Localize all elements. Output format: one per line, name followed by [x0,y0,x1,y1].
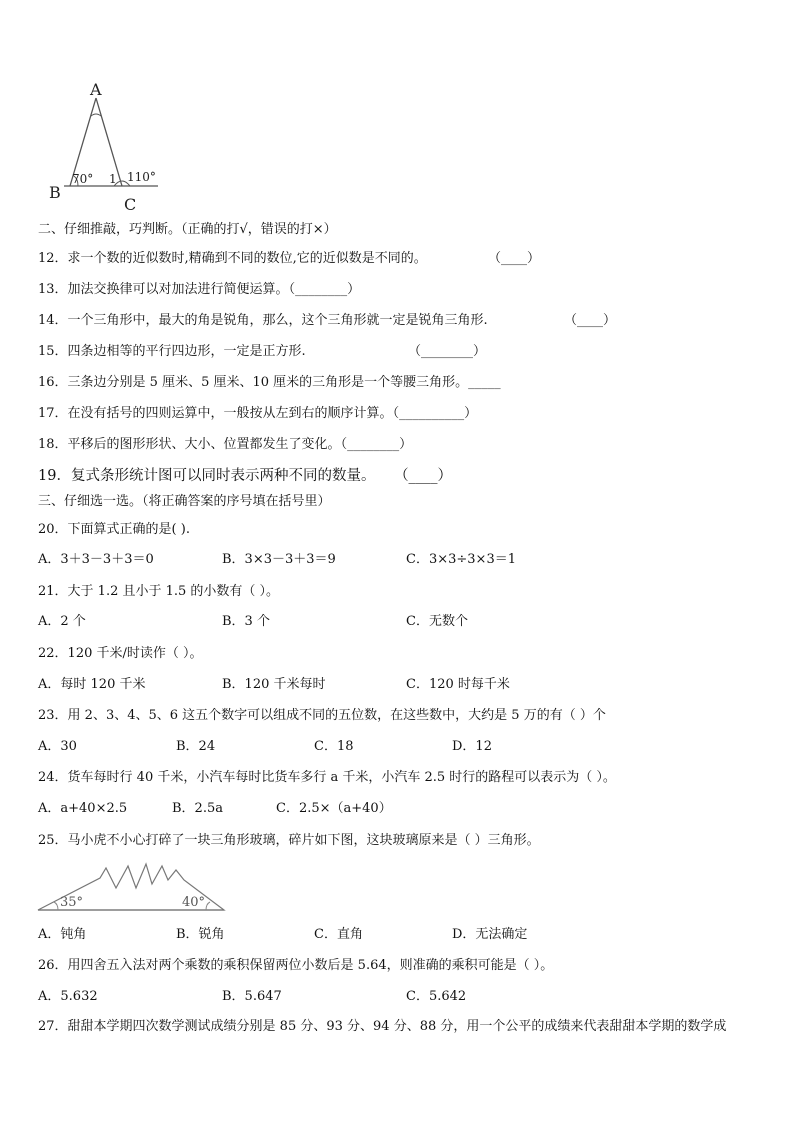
q24-option-c[interactable]: C．2.5×（a+40） [276,801,392,816]
angle-35-label: 35° [60,895,84,910]
q24-option-a[interactable]: A．a+40×2.5 [38,801,128,816]
label-b: B [49,183,61,202]
q25-option-c[interactable]: C．直角 [314,927,363,942]
answer-blank-17[interactable]: （__________） [392,406,478,421]
q22-option-c[interactable]: C．120 时每千米 [406,677,510,692]
answer-blank-12[interactable]: （____） [488,251,541,266]
angle-40-label: 40° [182,895,206,910]
q25-option-a[interactable]: A．钝角 [38,927,87,942]
label-a: A [90,80,102,99]
triangle-figure [40,78,180,213]
q21-option-c[interactable]: C．无数个 [406,614,468,629]
q23-option-d[interactable]: D．12 [452,739,492,754]
answer-blank-19[interactable]: （____） [394,468,453,484]
broken-glass-figure [36,858,228,914]
answer-blank-18[interactable]: （________） [340,437,413,452]
q26-option-c[interactable]: C．5.642 [406,989,467,1004]
question-17 [38,405,477,423]
q20-option-c[interactable]: C．3×3÷3×3＝1 [406,552,516,567]
question-19-text: 19．复式条形统计图可以同时表示两种不同的数量。 [38,468,376,484]
q25-option-b[interactable]: B．锐角 [176,927,225,942]
angle-arc-right [206,902,210,910]
answer-blank-15[interactable]: （________） [408,344,487,359]
q22-option-b[interactable]: B．120 千米每时 [222,677,326,692]
q24-option-b[interactable]: B．2.5a [172,801,223,816]
section3-header: 三、仔细选一选。（将正确答案的序号填在括号里） [38,494,331,509]
angle-arc-left [54,902,58,910]
question-14 [38,312,617,330]
question-14-text: 14．一个三角形中，最大的角是锐角，那么，这个三角形就一定是锐角三角形. [38,313,488,328]
question-17-text: 17．在没有括号的四则运算中，一般按从左到右的顺序计算。 [38,406,393,421]
q23-option-b[interactable]: B．24 [176,739,216,754]
section2-header: 二、仔细推敲，巧判断。（正确的打√，错误的打×） [38,222,337,237]
question-18-text: 18．平移后的图形形状、大小、位置都发生了变化。 [38,437,341,452]
q23-option-a[interactable]: A．30 [38,739,77,754]
question-15-text: 15．四条边相等的平行四边形，一定是正方形. [38,344,306,359]
angle-arc-a [91,114,101,116]
q26-option-a[interactable]: A．5.632 [38,989,98,1004]
question-25: 25．马小虎不小心打碎了一块三角形玻璃，碎片如下图，这块玻璃原来是（ ）三角形。 [38,833,540,848]
q22-option-a[interactable]: A．每时 120 千米 [38,677,146,692]
angle-1-label: 1 [109,172,117,186]
q21-option-b[interactable]: B．3 个 [222,614,270,629]
question-15 [38,343,487,361]
question-13-text: 13．加法交换律可以对加法进行简便运算。 [38,282,289,297]
question-26: 26．用四舍五入法对两个乘数的乘积保留两位小数后是 5.64，则准确的乘积可能是（ ）。 [38,958,554,973]
question-18 [38,436,412,454]
question-12 [38,250,541,268]
question-23: 23．用 2、3、4、5、6 这五个数字可以组成不同的五位数，在这些数中，大约是 5 万的有（ ）个 [38,708,606,723]
q26-option-b[interactable]: B．5.647 [222,989,282,1004]
question-20: 20．下面算式正确的是( ). [38,522,190,537]
answer-blank-16[interactable]: _____ [468,375,501,390]
question-16 [38,374,501,392]
answer-blank-13[interactable]: （________） [288,282,361,297]
answer-blank-14[interactable]: （____） [564,313,617,328]
angle-b-label: 70° [72,172,94,186]
q20-option-a[interactable]: A．3＋3－3＋3＝0 [38,552,154,567]
q25-option-d[interactable]: D．无法确定 [452,927,528,942]
q23-option-c[interactable]: C．18 [314,739,354,754]
q20-option-b[interactable]: B．3×3－3＋3＝9 [222,552,336,567]
angle-ext-label: 110° [127,170,156,184]
q21-option-a[interactable]: A．2 个 [38,614,86,629]
question-24: 24．货车每时行 40 千米，小汽车每时比货车多行 a 千米，小汽车 2.5 时行的路程可以表示为（ ）。 [38,770,616,785]
question-21: 21．大于 1.2 且小于 1.5 的小数有（ ）。 [38,584,280,599]
question-19 [38,467,452,485]
question-12-text: 12．求一个数的近似数时,精确到不同的数位,它的近似数是不同的。 [38,251,427,266]
label-c: C [124,195,137,213]
question-22: 22．120 千米/时读作（ ）。 [38,646,203,661]
question-27: 27．甜甜本学期四次数学测试成绩分别是 85 分、93 分、94 分、88 分，用一个公平的成绩来代表甜甜本学期的数学成 [38,1019,727,1034]
question-16-text: 16．三条边分别是 5 厘米、5 厘米、10 厘米的三角形是一个等腰三角形。 [38,375,469,390]
question-13 [38,281,360,299]
